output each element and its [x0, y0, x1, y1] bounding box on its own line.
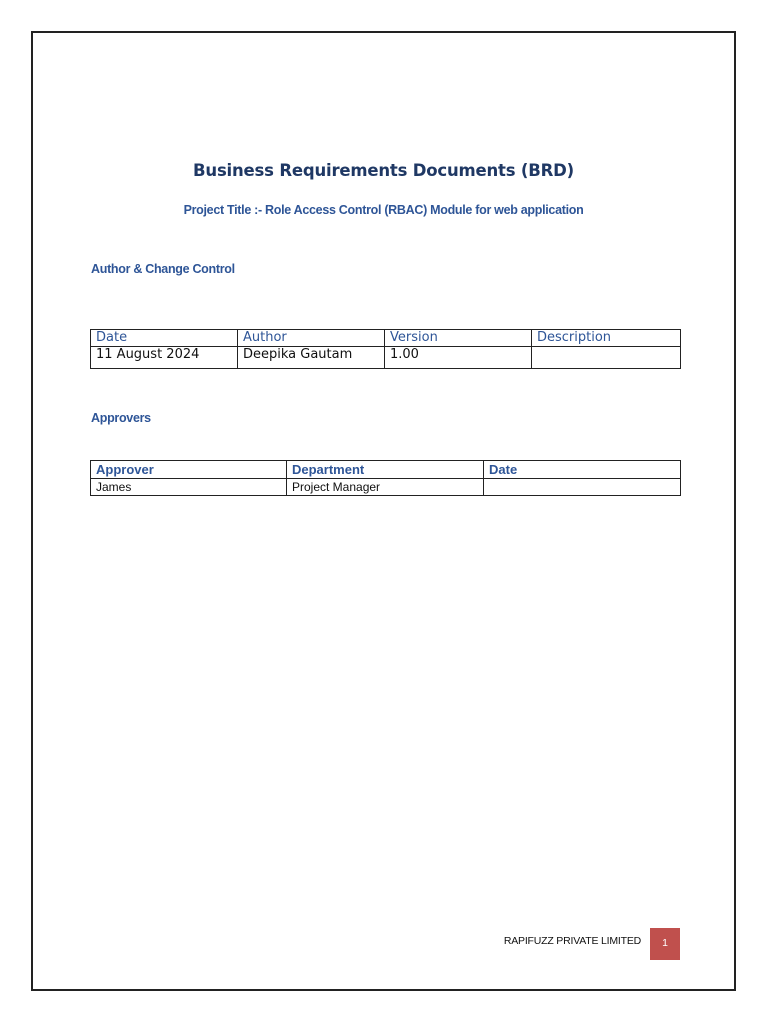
author-change-control-table [90, 329, 681, 369]
table-row [91, 347, 681, 369]
table-header-row [91, 461, 681, 479]
cell-description [532, 347, 681, 369]
document-page [31, 31, 736, 991]
cell-version: 1.00 [385, 347, 532, 369]
table-row [91, 479, 681, 496]
column-header-description: Description [532, 330, 681, 347]
footer-company-name: RAPIFUZZ PRIVATE LIMITED [503, 935, 641, 947]
column-header-department: Department [287, 461, 484, 479]
column-header-approver: Approver [91, 461, 287, 479]
cell-approver: James [91, 479, 287, 496]
author-change-control-heading: Author & Change Control [91, 262, 235, 276]
approvers-heading: Approvers [91, 411, 151, 425]
column-header-approval-date: Date [484, 461, 681, 479]
column-header-version: Version [385, 330, 532, 347]
document-title: Business Requirements Documents (BRD) [193, 161, 574, 180]
table-header-row [91, 330, 681, 347]
column-header-author: Author [238, 330, 385, 347]
cell-author: Deepika Gautam [238, 347, 385, 369]
project-title: Project Title :- Role Access Control (RBAC) Module for web application [183, 203, 584, 217]
footer-page-number: 1 [650, 928, 680, 960]
cell-approval-date [484, 479, 681, 496]
cell-department: Project Manager [287, 479, 484, 496]
cell-date: 11 August 2024 [91, 347, 238, 369]
approvers-table [90, 460, 681, 496]
column-header-date: Date [91, 330, 238, 347]
